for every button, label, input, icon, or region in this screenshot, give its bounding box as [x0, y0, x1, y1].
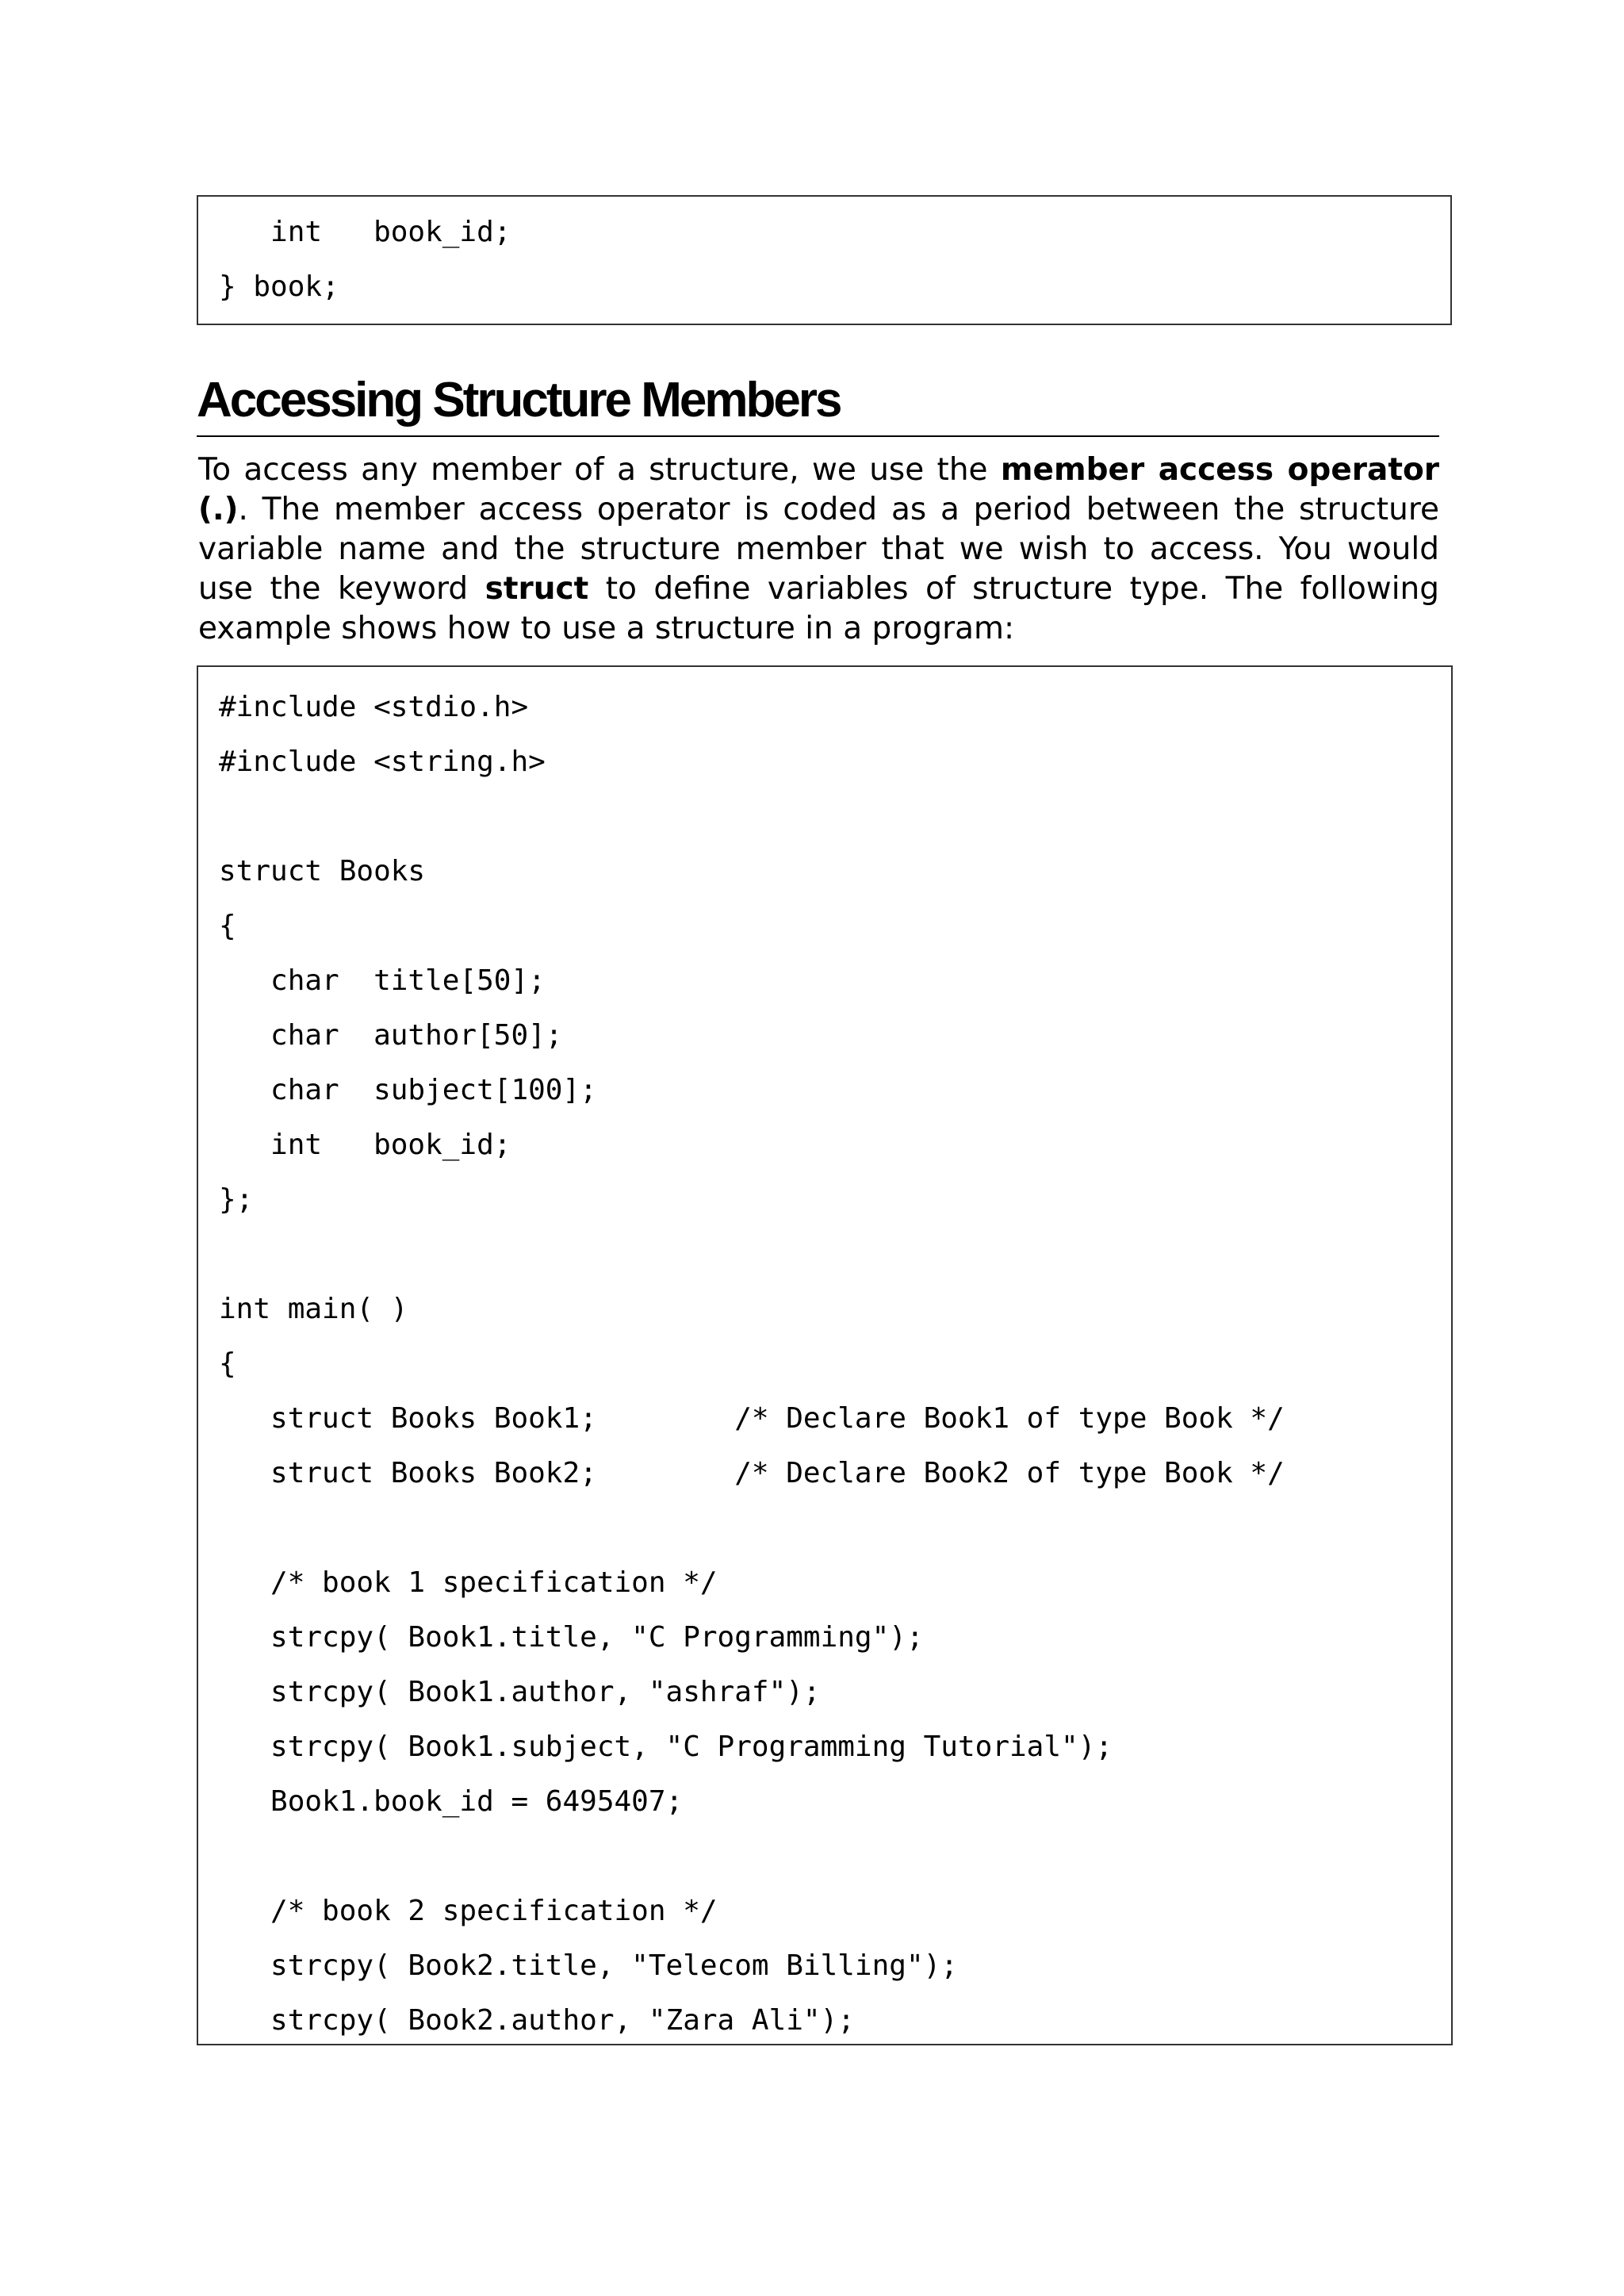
- code-line: strcpy( Book1.subject, "C Programming Tutorial");: [219, 1731, 1113, 1763]
- code-line: };: [219, 1183, 254, 1216]
- para-bold-keyword: struct: [485, 571, 589, 607]
- code-line: [219, 1501, 1451, 1555]
- code-line: strcpy( Book2.title, "Telecom Billing");: [219, 1949, 958, 1982]
- code-line: char title[50];: [219, 964, 546, 997]
- code-line: strcpy( Book2.author, "Zara Ali");: [219, 2004, 855, 2037]
- code-line: [219, 1227, 1451, 1282]
- code-line: /* book 1 specification */: [219, 1566, 718, 1599]
- code-line: int main( ): [219, 1293, 408, 1325]
- code-line: int book_id;: [219, 216, 511, 248]
- section-paragraph: [198, 450, 1439, 649]
- code-line: [219, 789, 1451, 844]
- code-line: {: [219, 1347, 236, 1380]
- section-heading: Accessing Structure Members: [197, 369, 1439, 437]
- code-line: struct Books Book1; /* Declare Book1 of type Book */: [219, 1402, 1285, 1435]
- code-block-example: [197, 665, 1453, 2045]
- code-line: char subject[100];: [219, 1074, 597, 1106]
- code-line: } book;: [219, 270, 339, 303]
- code-line: struct Books Book2; /* Declare Book2 of type Book */: [219, 1457, 1285, 1489]
- code-line: Book1.book_id = 6495407;: [219, 1785, 684, 1818]
- para-bold-term: member access operator (.): [198, 452, 1440, 527]
- para-text: To access any member of a structure, we use the: [198, 452, 1001, 488]
- code-line: #include <stdio.h>: [219, 691, 529, 723]
- code-line: strcpy( Book1.author, "ashraf");: [219, 1676, 821, 1708]
- code-line: char author[50];: [219, 1019, 563, 1052]
- code-line: #include <string.h>: [219, 746, 546, 778]
- code-line: struct Books: [219, 855, 426, 887]
- code-block-struct-end: [197, 195, 1452, 325]
- para-text: . The member access operator is coded as a period between the structure variable name and the structure member that we wish to access. You would use the keyword: [198, 492, 1439, 607]
- code-line: /* book 2 specification */: [219, 1895, 718, 1927]
- code-line: strcpy( Book1.title, "C Programming");: [219, 1621, 924, 1654]
- code-line: [219, 1829, 1451, 1884]
- code-line: {: [219, 910, 236, 942]
- code-line: int book_id;: [219, 1129, 511, 1161]
- para-text: to define variables of structure type. The following example shows how to use a structure in a program:: [198, 571, 1440, 646]
